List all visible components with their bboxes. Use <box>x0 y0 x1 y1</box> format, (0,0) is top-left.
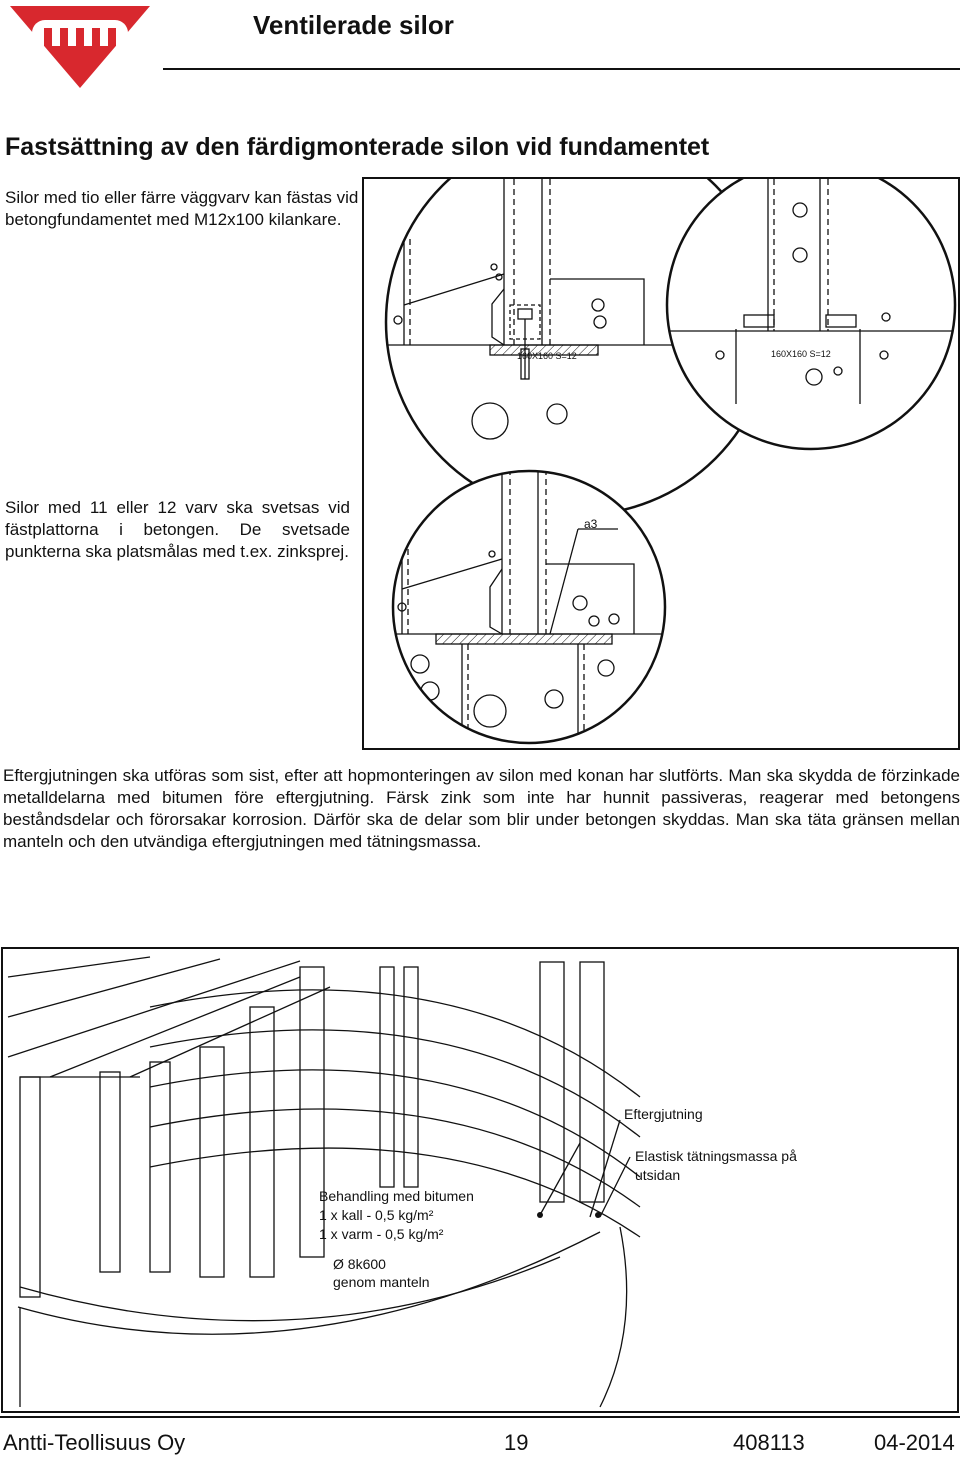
callout-bitumen-line2: 1 x kall - 0,5 kg/m² <box>319 1207 434 1223</box>
footer-document-number: 408113 <box>733 1430 805 1455</box>
footer-divider <box>0 1416 960 1418</box>
antti-logo <box>10 6 150 88</box>
paragraph-grouting: Eftergjutningen ska utföras som sist, efter att hopmonteringen av silon med konan har slutförts. Man ska skydda de förzinkade metalldelarna med bitumen före eftergjutning. Färsk zink som inte har hunnit passiveras, reagerar med betongens beståndsdelar och förorsakar korrosion. Därför ska de delar som blir under betongen skyddas. Man ska täta gränsen mellan manteln och den utvändiga eftergjutningen med tätningsmassa. <box>3 766 960 851</box>
plate-label-right: 160X160 S=12 <box>771 349 831 359</box>
paragraph-anchor-fastening: Silor med tio eller färre väggvarv kan fästas vid betongfundamentet med M12x100 kilankare. <box>5 188 359 229</box>
callout-elastisk-line1: Elastisk tätningsmassa på <box>635 1148 797 1164</box>
footer-page-number: 19 <box>504 1430 529 1455</box>
header-title: Ventilerade silor <box>253 10 454 40</box>
weld-label: a3 <box>584 517 598 531</box>
detail-drawings <box>364 179 958 748</box>
footer-date: 04-2014 <box>874 1430 955 1455</box>
header-divider <box>163 68 960 70</box>
footer-company: Antti-Teollisuus Oy <box>3 1430 186 1455</box>
callout-elastisk-line2: utsidan <box>635 1167 681 1183</box>
paragraph-welding: Silor med 11 eller 12 varv ska svetsas vid fästplattorna i betongen. De svetsade punkterna ska platsmålas med t.ex. zinksprej. <box>5 498 350 561</box>
callout-hole-diameter: Ø 8k600 <box>333 1256 386 1272</box>
callout-bitumen-line3: 1 x varm - 0,5 kg/m² <box>319 1226 444 1242</box>
callout-eftergjutning: Eftergjutning <box>624 1106 703 1122</box>
callout-hole-through-shell: genom manteln <box>333 1274 430 1290</box>
plate-label-left: 160X160 S=12 <box>517 351 577 361</box>
section-title: Fastsättning av den färdigmonterade silon vid fundamentet <box>5 133 710 161</box>
welded-plate-detail <box>384 469 684 748</box>
silo-base-perspective-drawing <box>0 947 960 1413</box>
callout-bitumen-line1: Behandling med bitumen <box>319 1188 474 1204</box>
detail-drawings-frame <box>362 177 960 750</box>
